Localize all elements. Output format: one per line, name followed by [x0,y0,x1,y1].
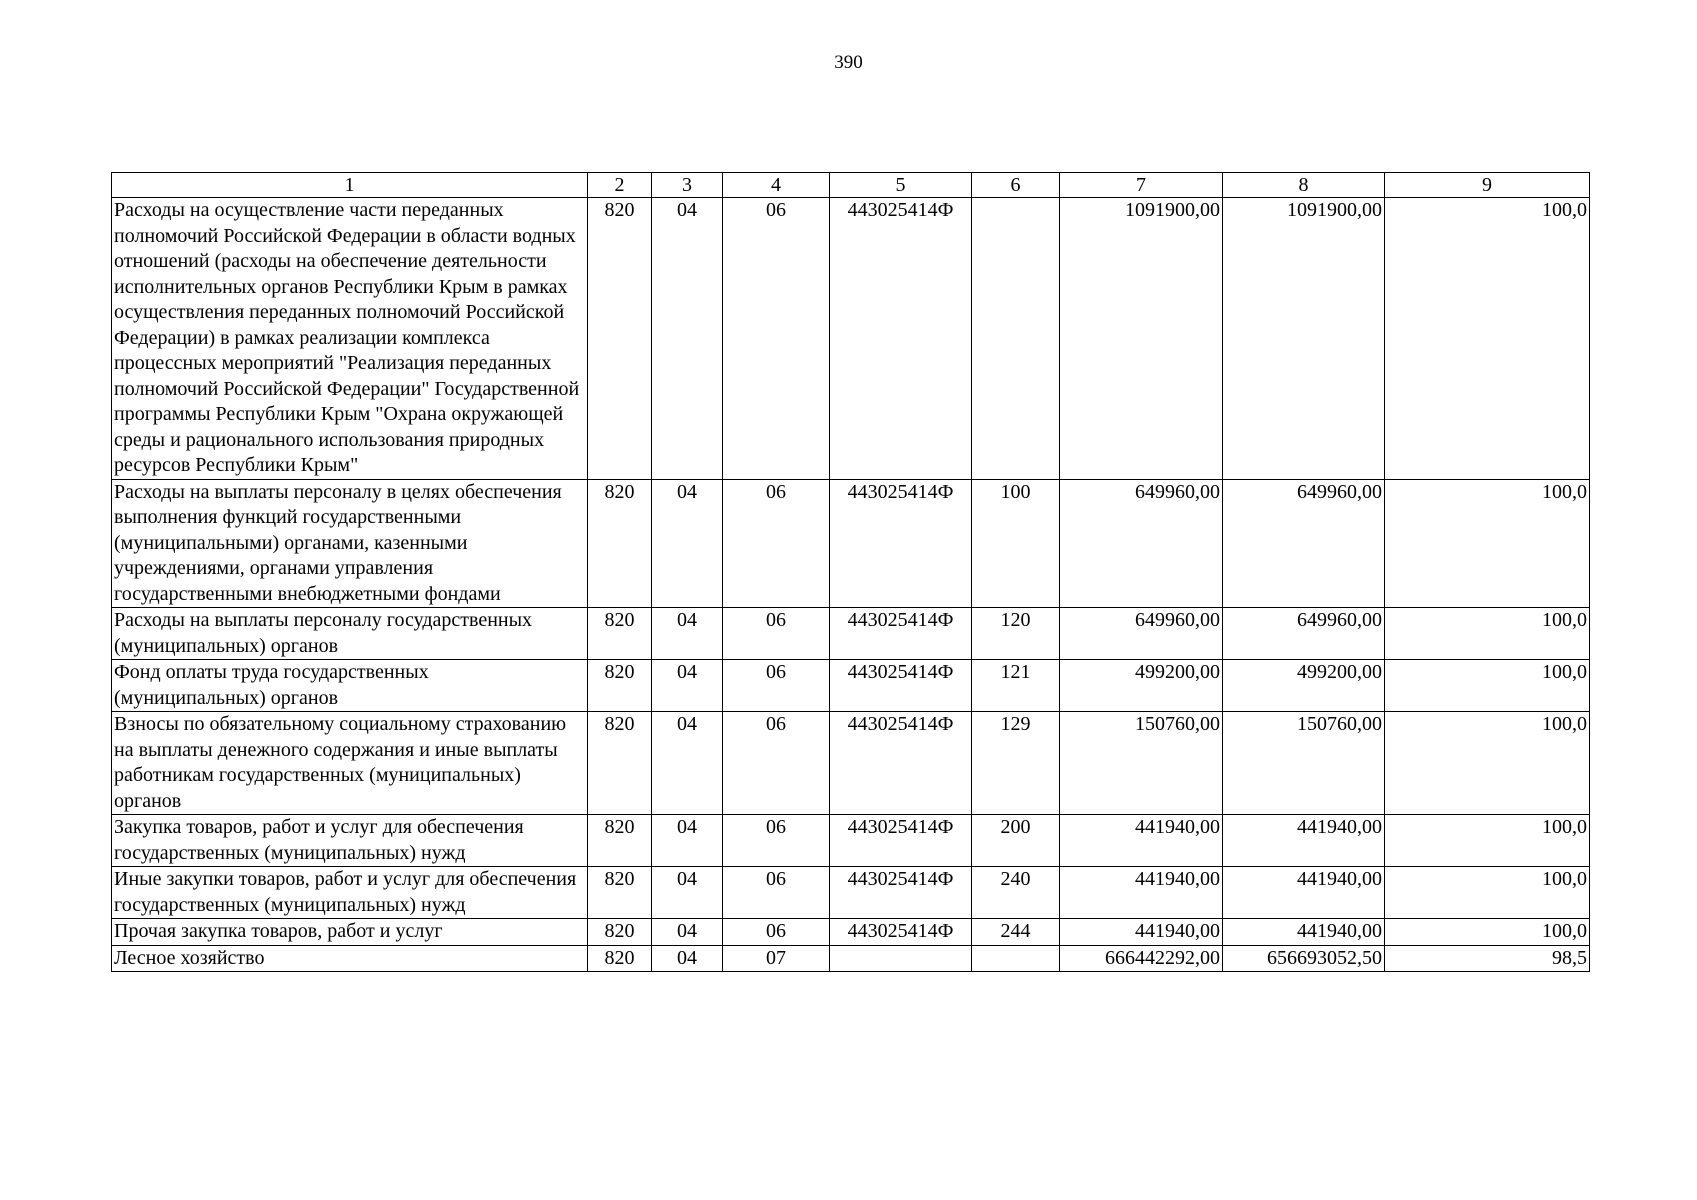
row-description: Прочая закупка товаров, работ и услуг [112,919,588,946]
cell-col-2: 820 [588,867,652,919]
column-header: 4 [723,173,830,198]
cell-col-7: 150760,00 [1060,712,1223,815]
column-header: 7 [1060,173,1223,198]
column-header: 2 [588,173,652,198]
cell-col-6: 129 [972,712,1060,815]
cell-col-7: 666442292,00 [1060,945,1223,972]
table-row [112,867,1590,919]
cell-col-7: 441940,00 [1060,919,1223,946]
cell-col-7: 1091900,00 [1060,198,1223,480]
row-description: Закупка товаров, работ и услуг для обеспечения государственных (муниципальных) нужд [112,815,588,867]
cell-col-4: 06 [723,712,830,815]
cell-col-8: 656693052,50 [1223,945,1385,972]
cell-col-5: 443025414Ф [830,867,972,919]
cell-col-2: 820 [588,945,652,972]
cell-col-3: 04 [652,660,723,712]
row-description: Фонд оплаты труда государственных (муниципальных) органов [112,660,588,712]
cell-col-7: 499200,00 [1060,660,1223,712]
cell-col-5: 443025414Ф [830,479,972,608]
column-header: 5 [830,173,972,198]
cell-col-2: 820 [588,608,652,660]
cell-col-8: 441940,00 [1223,815,1385,867]
cell-col-4: 06 [723,198,830,480]
cell-col-5 [830,945,972,972]
cell-col-5: 443025414Ф [830,712,972,815]
cell-col-4: 06 [723,479,830,608]
cell-col-2: 820 [588,815,652,867]
table-row [112,945,1590,972]
row-description: Расходы на осуществление части переданных полномочий Российской Федерации в области водных отношений (расходы на обеспечение деятельности исполнительных органов Республики Крым в рамках осуществления переданных полномочий Российской Федерации) в рамках реализации комплекса процессных мероприятий "Реализация переданных полномочий Российской Федерации" Государственной программы Республики Крым "Охрана окружающей среды и рационального использования природных ресурсов Республики Крым" [112,198,588,480]
cell-col-4: 06 [723,867,830,919]
cell-col-8: 649960,00 [1223,608,1385,660]
cell-col-6 [972,945,1060,972]
row-description: Взносы по обязательному социальному страхованию на выплаты денежного содержания и иные выплаты работникам государственных (муниципальных) органов [112,712,588,815]
cell-col-9: 100,0 [1385,198,1590,480]
column-header: 8 [1223,173,1385,198]
cell-col-7: 441940,00 [1060,815,1223,867]
cell-col-9: 100,0 [1385,660,1590,712]
table-row [112,608,1590,660]
cell-col-3: 04 [652,608,723,660]
cell-col-7: 441940,00 [1060,867,1223,919]
table-body [112,198,1590,972]
cell-col-3: 04 [652,712,723,815]
cell-col-5: 443025414Ф [830,608,972,660]
cell-col-3: 04 [652,479,723,608]
cell-col-9: 100,0 [1385,608,1590,660]
column-header: 3 [652,173,723,198]
row-description: Расходы на выплаты персоналу в целях обеспечения выполнения функций государственными (муниципальными) органами, казенными учреждениями, органами управления государственными внебюджетными фондами [112,479,588,608]
cell-col-7: 649960,00 [1060,608,1223,660]
budget-table [111,172,1590,972]
cell-col-2: 820 [588,479,652,608]
column-header: 6 [972,173,1060,198]
column-header: 1 [112,173,588,198]
cell-col-3: 04 [652,945,723,972]
row-description: Иные закупки товаров, работ и услуг для обеспечения государственных (муниципальных) нужд [112,867,588,919]
row-description: Лесное хозяйство [112,945,588,972]
cell-col-3: 04 [652,919,723,946]
cell-col-6: 240 [972,867,1060,919]
table-row [112,198,1590,480]
cell-col-5: 443025414Ф [830,815,972,867]
cell-col-4: 06 [723,660,830,712]
cell-col-2: 820 [588,660,652,712]
table-row [112,815,1590,867]
cell-col-8: 1091900,00 [1223,198,1385,480]
page-number: 390 [834,52,863,73]
header-row [112,173,1590,198]
cell-col-2: 820 [588,712,652,815]
cell-col-4: 06 [723,815,830,867]
cell-col-8: 150760,00 [1223,712,1385,815]
table-row [112,660,1590,712]
cell-col-6: 120 [972,608,1060,660]
cell-col-9: 100,0 [1385,712,1590,815]
cell-col-8: 441940,00 [1223,867,1385,919]
cell-col-3: 04 [652,198,723,480]
column-header: 9 [1385,173,1590,198]
cell-col-9: 98,5 [1385,945,1590,972]
cell-col-7: 649960,00 [1060,479,1223,608]
cell-col-6: 244 [972,919,1060,946]
cell-col-9: 100,0 [1385,919,1590,946]
cell-col-8: 499200,00 [1223,660,1385,712]
cell-col-6 [972,198,1060,480]
cell-col-9: 100,0 [1385,867,1590,919]
cell-col-4: 06 [723,919,830,946]
cell-col-8: 649960,00 [1223,479,1385,608]
table-row [112,919,1590,946]
cell-col-6: 121 [972,660,1060,712]
cell-col-3: 04 [652,867,723,919]
table-row [112,479,1590,608]
cell-col-5: 443025414Ф [830,660,972,712]
cell-col-9: 100,0 [1385,479,1590,608]
cell-col-9: 100,0 [1385,815,1590,867]
cell-col-6: 200 [972,815,1060,867]
row-description: Расходы на выплаты персоналу государственных (муниципальных) органов [112,608,588,660]
cell-col-5: 443025414Ф [830,198,972,480]
cell-col-2: 820 [588,919,652,946]
cell-col-3: 04 [652,815,723,867]
cell-col-4: 06 [723,608,830,660]
cell-col-2: 820 [588,198,652,480]
cell-col-6: 100 [972,479,1060,608]
cell-col-5: 443025414Ф [830,919,972,946]
cell-col-8: 441940,00 [1223,919,1385,946]
table-row [112,712,1590,815]
cell-col-4: 07 [723,945,830,972]
